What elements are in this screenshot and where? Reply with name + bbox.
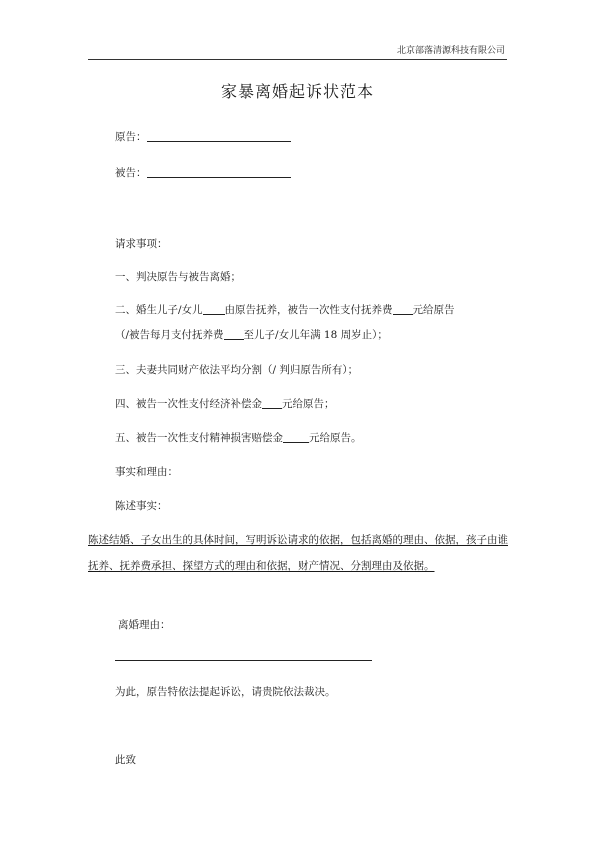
support-lump-sum-blank[interactable] <box>393 314 413 315</box>
requests-heading: 请求事项： <box>115 238 168 250</box>
support-monthly-blank[interactable] <box>224 339 244 340</box>
defendant-label: 被告： <box>115 167 147 179</box>
salutation: 此致 <box>115 754 136 766</box>
defendant-line <box>115 165 291 180</box>
request-item-1: 一、判决原告与被告离婚； <box>115 271 241 283</box>
facts-heading: 事实和理由： <box>115 466 178 478</box>
plaintiff-label: 原告： <box>115 131 147 143</box>
plaintiff-blank[interactable] <box>147 141 291 142</box>
defendant-blank[interactable] <box>147 177 291 178</box>
document-title: 家暴离婚起诉状范本 <box>220 82 374 101</box>
closing-statement: 为此，原告特依法提起诉讼，请贵院依法裁决。 <box>115 686 336 698</box>
request-item-3: 三、夫妻共同财产依法平均分割（/ 判归原告所有）； <box>115 364 359 376</box>
child-blank[interactable] <box>203 314 225 315</box>
request-item-5: 五、被告一次性支付精神损害赔偿金 元给原告。 <box>115 432 362 444</box>
request-item-4: 四、被告一次性支付经济补偿金 元给原告； <box>115 398 335 410</box>
statement-label: 陈述事实： <box>115 500 168 512</box>
request-item-2: 二、婚生儿子/女儿 由原告抚养，被告一次性支付抚养费 元给原告 <box>115 304 455 316</box>
company-name: 北京部落清源科技有限公司 <box>396 46 505 56</box>
request-item-2-line2: （/被告每月支付抚养费 至儿子/女儿年满 18 周岁止）； <box>115 329 388 341</box>
header-divider <box>88 59 507 60</box>
statement-body: 陈述结婚、子女出生的具体时间，写明诉讼请求的依据，包括离婚的理由、依据，孩子由谁抚养、抚养费承担、探望方式的理由和依据，财产情况、分割理由及依据。 <box>88 534 508 572</box>
damages-blank[interactable] <box>283 442 309 443</box>
reason-blank[interactable] <box>115 660 372 661</box>
reason-label: 离婚理由： <box>118 619 171 631</box>
compensation-blank[interactable] <box>262 408 282 409</box>
plaintiff-line <box>115 129 291 144</box>
